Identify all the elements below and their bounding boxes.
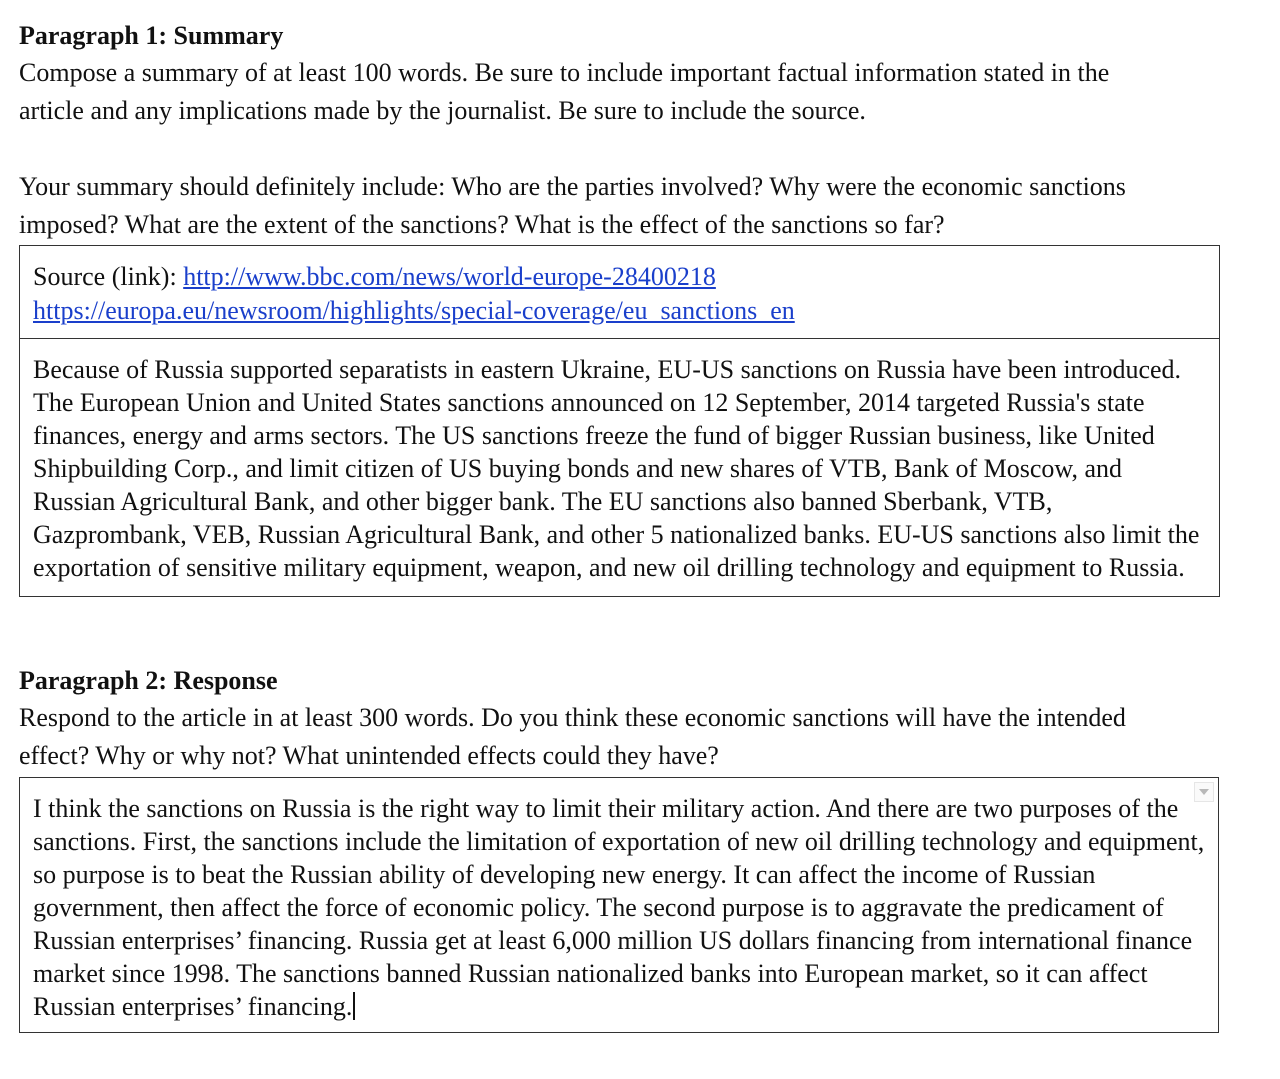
paragraph2-heading: Paragraph 2: Response bbox=[19, 666, 278, 695]
paragraph1-questions-line1: Your summary should definitely include: Who are the parties involved? Why were the economic sanctions bbox=[19, 172, 1126, 201]
response-text-area[interactable] bbox=[19, 777, 1219, 1033]
paragraph1-questions bbox=[19, 168, 1219, 244]
paragraph1-instructions-line1: Compose a summary of at least 100 words. Be sure to include important factual information stated in the bbox=[19, 58, 1110, 87]
chevron-down-icon bbox=[1199, 789, 1209, 795]
cell-dropdown-button[interactable] bbox=[1194, 782, 1214, 802]
paragraph1-instructions bbox=[19, 18, 1219, 130]
text-cursor bbox=[353, 992, 355, 1020]
paragraph2-instructions bbox=[19, 663, 1219, 775]
source-link-bbc[interactable]: http://www.bbc.com/news/world-europe-28400218 bbox=[183, 262, 716, 291]
paragraph1-heading: Paragraph 1: Summary bbox=[19, 21, 284, 50]
summary-text-area[interactable]: Because of Russia supported separatists in eastern Ukraine, EU-US sanctions on Russia have been introduced. The European Union and United States sanctions announced on 12 September, 2014 targeted Russia's state finances, energy and arms sectors. The US sanctions freeze the fund of bigger Russian business, like United Shipbuilding Corp., and limit citizen of US buying bonds and new shares of VTB, Bank of Moscow, and Russian Agricultural Bank, and other bigger bank. The EU sanctions also banned Sberbank, VTB, Gazprombank, VEB, Russian Agricultural Bank, and other 5 nationalized banks. EU-US sanctions also limit the exportation of sensitive military equipment, weapon, and new oil drilling technology and equipment to Russia. bbox=[20, 338, 1219, 596]
source-link-europa[interactable]: https://europa.eu/newsroom/highlights/special-coverage/eu_sanctions_en bbox=[33, 296, 795, 325]
paragraph1-instructions-line2: article and any implications made by the journalist. Be sure to include the source. bbox=[19, 96, 866, 125]
paragraph2-instructions-line1: Respond to the article in at least 300 words. Do you think these economic sanctions will have the intended bbox=[19, 703, 1126, 732]
paragraph2-instructions-line2: effect? Why or why not? What unintended effects could they have? bbox=[19, 741, 719, 770]
source-cell[interactable] bbox=[20, 246, 1219, 338]
paragraph1-questions-line2: imposed? What are the extent of the sanctions? What is the effect of the sanctions so far? bbox=[19, 210, 945, 239]
summary-table bbox=[19, 245, 1220, 597]
source-label: Source (link): bbox=[33, 262, 184, 291]
response-text[interactable]: I think the sanctions on Russia is the right way to limit their military action. And there are two purposes of the sanctions. First, the sanctions include the limitation of exportation of new oil drilling technology and equipment, so purpose is to beat the Russian ability of developing new energy. It can affect the income of Russian government, then affect the force of economic policy. The second purpose is to aggravate the predicament of Russian enterprises’ financing. Russia get at least 6,000 million US dollars financing from international finance market since 1998. The sanctions banned Russian nationalized banks into European market, so it can affect Russian enterprises’ financing. bbox=[33, 794, 1205, 1021]
